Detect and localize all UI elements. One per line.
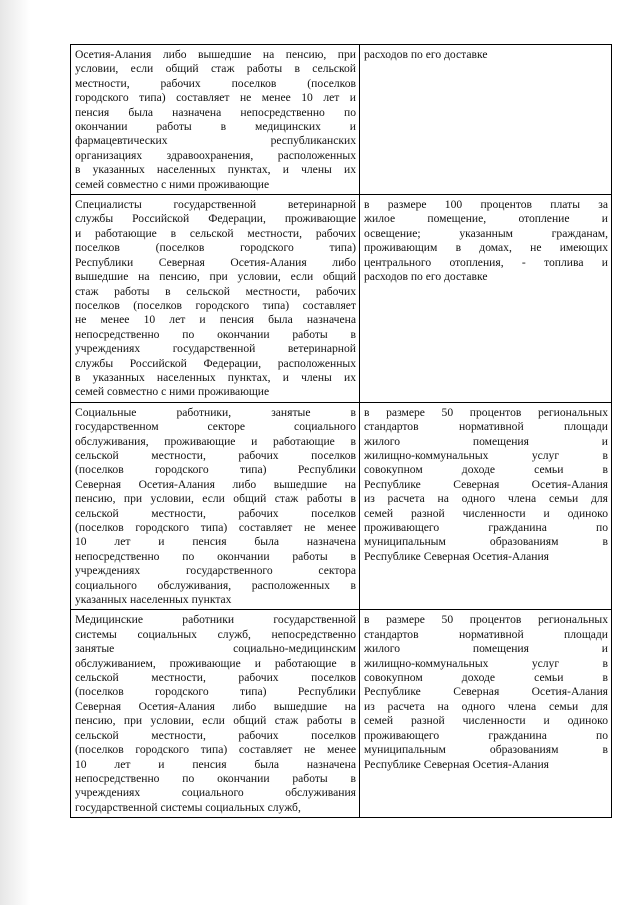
text-line: государственной системы социальных служб, [75, 800, 301, 814]
text-line: Республике Северная Осетия-Алания [364, 685, 608, 699]
text-line: семей разной численности и одиноко [364, 714, 608, 728]
text-line: 10 лет и пенсия была назначена [75, 535, 356, 549]
text-line: и работающие в сельской местности, рабочих [75, 226, 356, 240]
text-line: совокупном доходе семьи в [364, 671, 608, 685]
text-line: (поселков городского типа) Республики [75, 685, 356, 699]
text-line: пенсия была назначена непосредственно по [75, 105, 356, 119]
text-line: в размере 50 процентов региональных [364, 613, 608, 627]
cell-text [75, 48, 356, 192]
text-line: Осетия-Алания либо вышедшие на пенсию, при [75, 48, 356, 61]
text-line: учреждениях социального обслуживания [75, 786, 356, 800]
text-line: жилое помещение, отопление и [364, 212, 608, 226]
text-line: Северная Осетия-Алания либо вышедшие на [75, 699, 356, 713]
text-line: занятые социально-медицинским [75, 642, 356, 656]
text-line: окончании работы в медицинских и [75, 120, 356, 134]
text-line: (поселков городского типа) составляет не менее [75, 521, 356, 534]
text-line: обслуживания, проживающие и работающие в [75, 434, 356, 448]
text-line: поселков (поселков городского типа) [75, 241, 356, 255]
text-line: учреждениях государственной ветеринарной [75, 342, 356, 356]
text-line: освещение; указанным гражданам, [364, 226, 608, 240]
text-line: муниципальным образованиям в [364, 743, 608, 757]
text-line: непосредственно по окончании работы в [75, 327, 356, 341]
text-line: семей совместно с ними проживающие [75, 385, 270, 399]
text-line: непосредственно по окончании работы в [75, 549, 356, 563]
text-line: сельской местности, рабочих поселков [75, 671, 356, 685]
text-line: организациях здравоохранения, расположенных [75, 148, 356, 162]
text-line: условии, если общий стаж работы в сельской [75, 62, 356, 76]
text-line: поселков (поселков городского типа) составляет [75, 298, 356, 312]
text-line: службы Российской Федерации, проживающие [75, 212, 356, 226]
text-line: системы социальных служб, непосредственно [75, 627, 356, 641]
text-line: фармацевтических республиканских [75, 134, 356, 148]
text-line: совокупном доходе семьи в [364, 463, 608, 477]
text-line: семей разной численности и одиноко [364, 506, 608, 520]
text-line: жилищно-коммунальных услуг в [364, 656, 608, 670]
text-line: местности, рабочих поселков (поселков [75, 76, 356, 90]
text-line: пенсию, при условии, если общий стаж работы в [75, 492, 356, 506]
scan-shadow [0, 0, 30, 905]
recipient-category-cell [71, 45, 360, 195]
cell-text [364, 406, 608, 564]
text-line: Медицинские работники государственной [75, 613, 356, 627]
text-line: службы Российской Федерации, расположенных [75, 356, 356, 370]
text-line: муниципальным образованиям в [364, 535, 608, 549]
text-line: непосредственно по окончании работы в [75, 771, 356, 785]
text-line: учреждениях государственного сектора [75, 564, 356, 578]
cell-text [364, 48, 608, 62]
benefit-amount-cell [360, 402, 612, 610]
text-line: Республике Северная Осетия-Алания [364, 757, 549, 771]
text-line: Специалисты государственной ветеринарной [75, 198, 356, 212]
text-line: (поселков городского типа) Республики [75, 463, 356, 477]
text-line: вышедшие на пенсию, при условии, если общий [75, 270, 356, 284]
text-line: проживающего гражданина по [364, 728, 608, 742]
text-line: Социальные работники, занятые в [75, 405, 356, 419]
text-line: сельской местности, рабочих поселков [75, 506, 356, 520]
benefit-amount-cell [360, 45, 612, 195]
benefit-amount-cell [360, 610, 612, 818]
recipient-category-cell [71, 195, 360, 403]
text-line: стаж работы в сельской местности, рабочих [75, 284, 356, 298]
text-line: стандартов нормативной площади [364, 420, 608, 434]
table-row [71, 45, 612, 195]
benefit-amount-cell [360, 195, 612, 403]
benefits-table [70, 44, 612, 818]
cell-text [75, 198, 356, 400]
text-line: обслуживанием, проживающие и работающие в [75, 656, 356, 670]
cell-text [364, 198, 608, 284]
text-line: Республики Северная Осетия-Алания либо [75, 255, 356, 269]
text-line: проживающего гражданина по [364, 521, 608, 534]
cell-text [75, 613, 356, 815]
text-line: стандартов нормативной площади [364, 627, 608, 641]
text-line: проживающим в домах, не имеющих [364, 241, 608, 255]
text-line: семей совместно с ними проживающие [75, 177, 270, 191]
table-row [71, 195, 612, 403]
text-line: Республике Северная Осетия-Алания [364, 477, 608, 491]
text-line: сельской местности, рабочих поселков [75, 728, 356, 742]
cell-text [364, 613, 608, 771]
text-line: городского типа) составляет не менее 10 лет и [75, 91, 356, 105]
text-line: (поселков городского типа) составляет не менее [75, 743, 356, 757]
text-line: жилищно-коммунальных услуг в [364, 448, 608, 462]
table-row [71, 402, 612, 610]
recipient-category-cell [71, 402, 360, 610]
text-line: в размере 100 процентов платы за [364, 198, 608, 212]
table-row [71, 610, 612, 818]
text-line: расходов по его доставке [364, 48, 488, 61]
text-line: 10 лет и пенсия была назначена [75, 757, 356, 771]
text-line: в указанных населенных пунктах, и члены их [75, 163, 356, 177]
text-line: жилого помещения и [364, 434, 608, 448]
recipient-category-cell [71, 610, 360, 818]
cell-text [75, 406, 356, 608]
text-line: расходов по его доставке [364, 270, 488, 284]
text-line: пенсию, при условии, если общий стаж работы в [75, 714, 356, 728]
text-line: не менее 10 лет и пенсия была назначена [75, 313, 356, 327]
text-line: в размере 50 процентов региональных [364, 405, 608, 419]
text-line: Республике Северная Осетия-Алания [364, 549, 549, 563]
text-line: жилого помещения и [364, 642, 608, 656]
text-line: сельской местности, рабочих поселков [75, 448, 356, 462]
text-line: Северная Осетия-Алания либо вышедшие на [75, 477, 356, 491]
text-line: социального обслуживания, расположенных в [75, 578, 356, 592]
text-line: государственном секторе социального [75, 420, 356, 434]
text-line: в указанных населенных пунктах, и члены их [75, 370, 356, 384]
text-line: центрального отопления, - топлива и [364, 255, 608, 269]
text-line: из расчета на одного члена семьи для [364, 699, 608, 713]
text-line: указанных населенных пунктах [75, 593, 232, 607]
text-line: из расчета на одного члена семьи для [364, 492, 608, 506]
